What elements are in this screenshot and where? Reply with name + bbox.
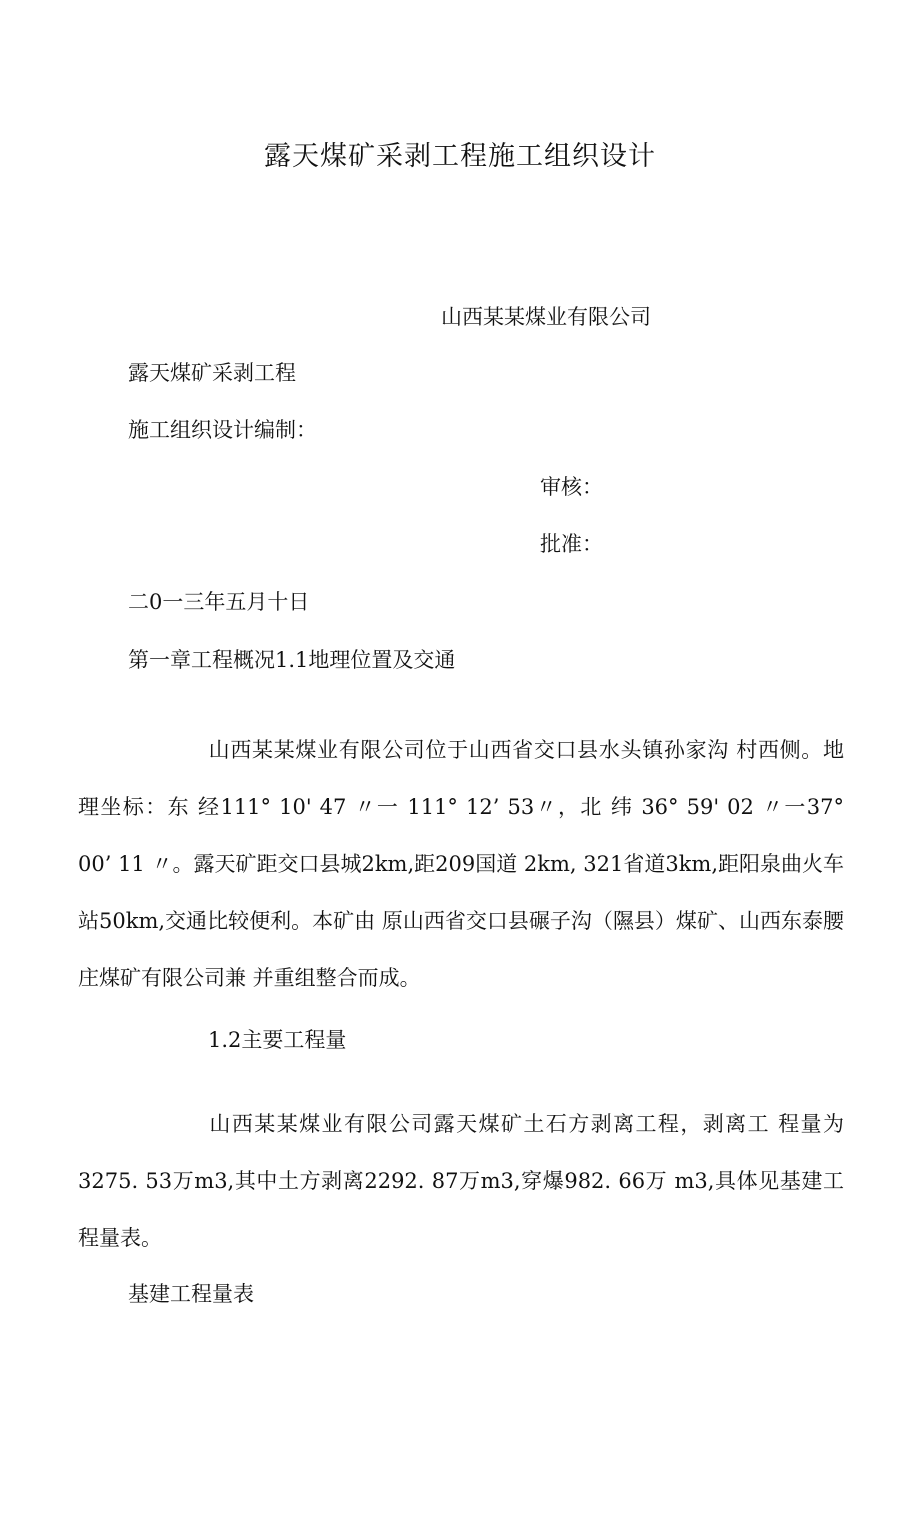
- table-caption: 基建工程量表: [128, 1282, 254, 1306]
- location-paragraph-text: 山西某某煤业有限公司位于山西省交口县水头镇孙家沟 村西侧。地理坐标：东 经111° 10' 47 〃一 111° 12’ 53〃，北 纬 36° 59' 02 〃一37° 00’ 11 〃。露天矿距交口县城2km,距209国道 2km, 321省道3km,距阳泉曲火车站50km,交通比较便利。本矿由 原山西省交口县碾子沟（隰县）煤矿、山西东泰腰庄煤矿有限公司兼 并重组整合而成。: [78, 738, 845, 990]
- document-title: 露天煤矿采剥工程施工组织设计: [264, 141, 656, 172]
- review-label: 审核：: [540, 475, 603, 499]
- chapter-heading: 第一章工程概况1.1地理位置及交通: [128, 648, 456, 672]
- location-paragraph: [78, 722, 844, 1007]
- quantity-paragraph-text: 山西某某煤业有限公司露天煤矿土石方剥离工程，剥离工 程量为3275. 53万m3,其中土方剥离2292. 87万m3,穿爆982. 66万 m3,具体见基建工程量表。: [78, 1112, 844, 1250]
- section-heading: 1.2主要工程量: [208, 1028, 347, 1052]
- company-name: 山西某某煤业有限公司: [441, 305, 651, 329]
- prepared-by-label: 施工组织设计编制：: [128, 418, 317, 442]
- quantity-paragraph: [78, 1096, 844, 1267]
- document-date: 二0一三年五月十日: [128, 590, 310, 614]
- approve-label: 批准：: [540, 532, 603, 556]
- project-name: 露天煤矿采剥工程: [128, 361, 296, 385]
